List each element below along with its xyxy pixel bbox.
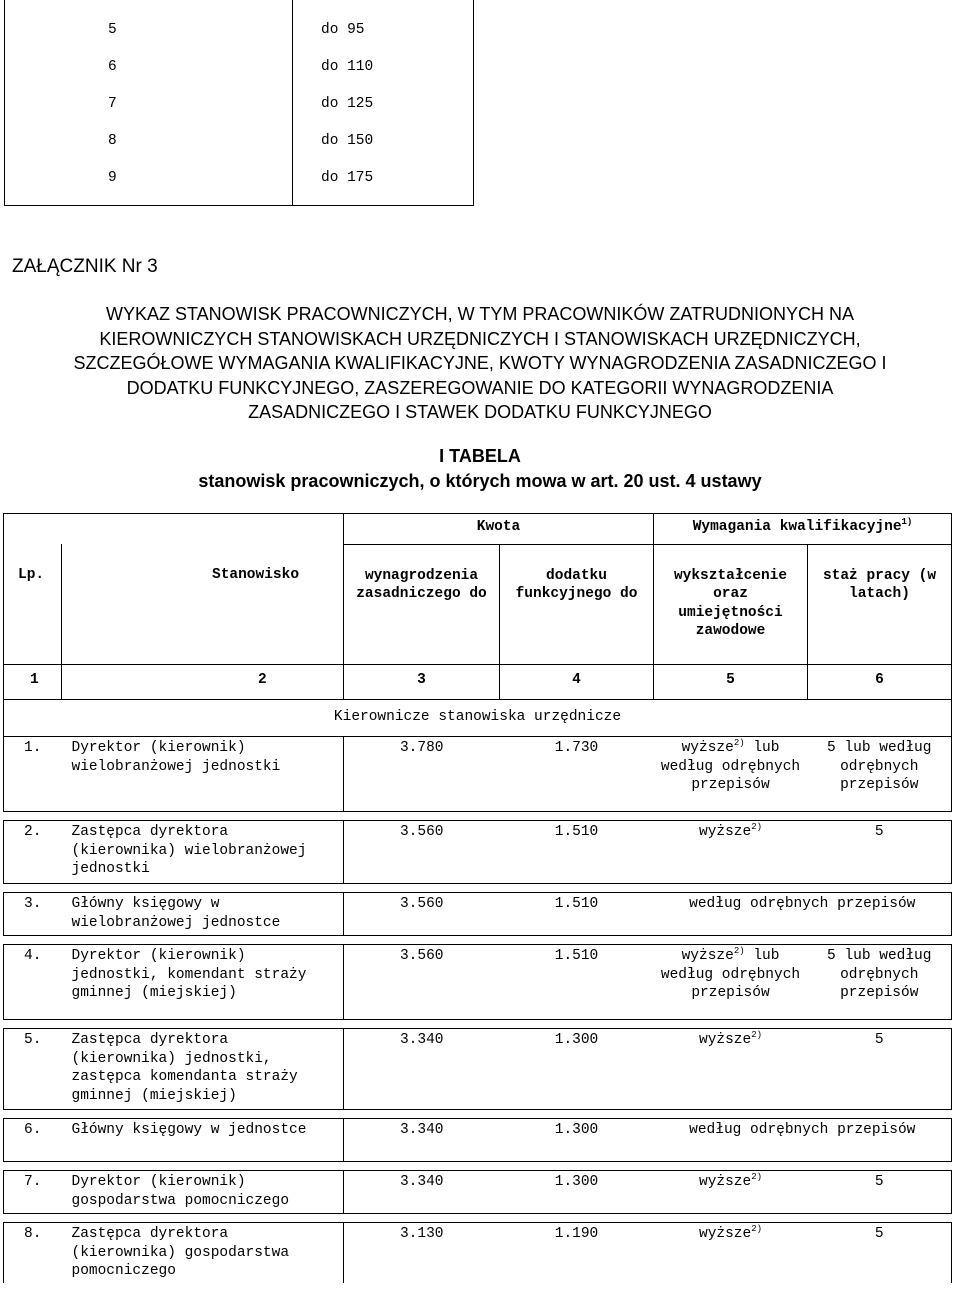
row-staz: 5	[808, 1223, 952, 1284]
top-table-num: 6	[108, 59, 117, 75]
top-table-limit: do 110	[321, 59, 374, 75]
row-stanowisko: Główny księgowy w jednostce	[62, 1119, 344, 1162]
top-table-limit: do 175	[321, 170, 374, 186]
row-wynagrodzenie: 3.340	[344, 1119, 500, 1162]
section-title: Kierownicze stanowiska urzędnicze	[4, 700, 952, 737]
footnote-marker: 2)	[733, 946, 745, 956]
top-table-limit: do 125	[321, 96, 374, 112]
top-table-num: 7	[108, 96, 117, 112]
row-lp: 7.	[4, 1171, 62, 1214]
row-wyksztalcenie-text: wyższe	[699, 1174, 752, 1190]
header-lp: Lp.	[4, 544, 62, 665]
row-wyksztalcenie-text: wyższe	[681, 740, 734, 756]
table-title-line-2: stanowisk pracowniczych, o których mowa w art. 20 ust. 4 ustawy	[198, 471, 762, 491]
row-separator	[4, 812, 952, 821]
row-lp: 3.	[4, 893, 62, 936]
row-wynagrodzenie: 3.780	[344, 737, 500, 812]
row-staz: 5	[808, 1029, 952, 1110]
footnote-marker: 2)	[751, 1030, 763, 1040]
header-empty-cell	[4, 514, 62, 545]
table-row	[4, 1029, 952, 1110]
row-stanowisko: Dyrektor (kierownik) gospodarstwa pomocniczego	[62, 1171, 344, 1214]
row-wynagrodzenie: 3.560	[344, 821, 500, 884]
top-table-row	[5, 170, 473, 190]
row-wynagrodzenie: 3.340	[344, 1171, 500, 1214]
row-wynagrodzenie: 3.560	[344, 945, 500, 1020]
row-staz: 5	[808, 1171, 952, 1214]
heading-line: SZCZEGÓŁOWE WYMAGANIA KWALIFIKACYJNE, KWOTY WYNAGRODZENIA ZASADNICZEGO I	[73, 353, 887, 373]
separator-cell	[4, 1214, 952, 1223]
row-wyksztalcenie-text: wyższe	[681, 948, 734, 964]
row-stanowisko: Zastępca dyrektora (kierownika) wielobranżowej jednostki	[62, 821, 344, 884]
header-row-top	[4, 514, 952, 545]
header-wymagania-text: Wymagania kwalifikacyjne	[692, 519, 902, 535]
row-dodatek: 1.300	[500, 1119, 654, 1162]
footnote-marker: 2)	[751, 1224, 763, 1234]
row-staz: 5 lub według odrębnych przepisów	[808, 737, 952, 812]
row-wyksztalcenie-text: wyższe	[699, 1226, 752, 1242]
top-table-row	[5, 22, 473, 42]
column-number: 5	[654, 665, 808, 700]
top-table-row	[5, 96, 473, 116]
row-dodatek: 1.510	[500, 893, 654, 936]
top-table	[4, 0, 474, 206]
heading-line: ZASADNICZEGO I STAWEK DODATKU FUNKCYJNEGO	[248, 402, 712, 422]
footnote-marker: 2)	[751, 822, 763, 832]
row-wyksztalcenie	[654, 945, 808, 1020]
table-title	[0, 444, 960, 494]
row-lp: 2.	[4, 821, 62, 884]
column-number: 1	[4, 665, 62, 700]
document-heading	[0, 302, 960, 425]
row-wyksztalcenie-text: wyższe	[699, 824, 752, 840]
row-separator	[4, 1214, 952, 1223]
separator-cell	[4, 1020, 952, 1029]
column-number: 4	[500, 665, 654, 700]
heading-line: WYKAZ STANOWISK PRACOWNICZYCH, W TYM PRACOWNIKÓW ZATRUDNIONYCH NA	[105, 304, 854, 324]
top-table-num: 5	[108, 22, 117, 38]
row-stanowisko: Główny księgowy w wielobranżowej jednostce	[62, 893, 344, 936]
top-table-num: 8	[108, 133, 117, 149]
row-stanowisko: Dyrektor (kierownik) wielobranżowej jednostki	[62, 737, 344, 812]
header-empty-cell	[62, 514, 344, 545]
column-numbers-row	[4, 665, 952, 700]
row-stanowisko: Zastępca dyrektora (kierownika) gospodarstwa pomocniczego	[62, 1223, 344, 1284]
header-wynagrodzenia: wynagrodzenia zasadniczego do	[344, 544, 500, 665]
row-wyksztalcenie-rest: lub według odrębnych przepisów	[660, 948, 801, 1001]
column-number: 2	[62, 665, 344, 700]
column-number: 3	[344, 665, 500, 700]
row-wynagrodzenie: 3.130	[344, 1223, 500, 1284]
separator-cell	[4, 1162, 952, 1171]
table-row	[4, 821, 952, 884]
row-wymagania-merged: według odrębnych przepisów	[654, 893, 952, 936]
top-table-row	[5, 59, 473, 79]
row-wymagania-merged: według odrębnych przepisów	[654, 1119, 952, 1162]
row-dodatek: 1.300	[500, 1029, 654, 1110]
row-wyksztalcenie	[654, 1223, 808, 1284]
separator-cell	[4, 1110, 952, 1119]
positions-table	[3, 513, 952, 1283]
row-wyksztalcenie-rest: lub według odrębnych przepisów	[660, 740, 801, 793]
row-dodatek: 1.300	[500, 1171, 654, 1214]
separator-cell	[4, 812, 952, 821]
row-staz: 5 lub według odrębnych przepisów	[808, 945, 952, 1020]
top-table-limit: do 150	[321, 133, 374, 149]
footnote-marker: 2)	[733, 738, 745, 748]
header-wymagania	[654, 514, 952, 545]
row-wyksztalcenie	[654, 1171, 808, 1214]
footnote-marker: 2)	[751, 1172, 763, 1182]
row-separator	[4, 1020, 952, 1029]
row-dodatek: 1.190	[500, 1223, 654, 1284]
row-staz: 5	[808, 821, 952, 884]
row-separator	[4, 1110, 952, 1119]
separator-cell	[4, 936, 952, 945]
row-stanowisko: Dyrektor (kierownik) jednostki, komendant straży gminnej (miejskiej)	[62, 945, 344, 1020]
table-row	[4, 1171, 952, 1214]
table-row	[4, 893, 952, 936]
heading-line: DODATKU FUNKCYJNEGO, ZASZEREGOWANIE DO KATEGORII WYNAGRODZENIA	[126, 377, 834, 398]
annex-title: ZAŁĄCZNIK Nr 3	[12, 256, 158, 277]
row-wyksztalcenie-text: wyższe	[699, 1032, 752, 1048]
row-wynagrodzenie: 3.340	[344, 1029, 500, 1110]
header-kwota: Kwota	[344, 514, 654, 545]
row-stanowisko: Zastępca dyrektora (kierownika) jednostki, zastępca komendanta straży gminnej (miejskiej)	[62, 1029, 344, 1110]
row-lp: 1.	[4, 737, 62, 812]
row-dodatek: 1.730	[500, 737, 654, 812]
row-wyksztalcenie	[654, 821, 808, 884]
row-separator	[4, 884, 952, 893]
separator-cell	[4, 884, 952, 893]
row-separator	[4, 1162, 952, 1171]
top-table-row	[5, 133, 473, 153]
top-table-limit: do 95	[321, 22, 365, 38]
row-wyksztalcenie	[654, 737, 808, 812]
table-row	[4, 737, 952, 812]
row-dodatek: 1.510	[500, 821, 654, 884]
row-wyksztalcenie	[654, 1029, 808, 1110]
row-dodatek: 1.510	[500, 945, 654, 1020]
header-row-main	[4, 544, 952, 665]
row-lp: 4.	[4, 945, 62, 1020]
top-table-num: 9	[108, 170, 117, 186]
table-row	[4, 1119, 952, 1162]
table-title-line-1: I TABELA	[439, 446, 521, 466]
header-stanowisko: Stanowisko	[62, 544, 344, 665]
table-row	[4, 1223, 952, 1284]
row-lp: 6.	[4, 1119, 62, 1162]
row-separator	[4, 936, 952, 945]
section-row	[4, 700, 952, 737]
footnote-marker: 1)	[901, 517, 913, 527]
row-lp: 5.	[4, 1029, 62, 1110]
column-number: 6	[808, 665, 952, 700]
header-staz: staż pracy (w latach)	[808, 544, 952, 665]
heading-line: KIEROWNICZYCH STANOWISKACH URZĘDNICZYCH I STANOWISKACH URZĘDNICZYCH,	[99, 328, 861, 349]
header-wyksztalcenie: wykształcenie oraz umiejętności zawodowe	[654, 544, 808, 665]
table-row	[4, 945, 952, 1020]
row-wynagrodzenie: 3.560	[344, 893, 500, 936]
header-dodatku: dodatku funkcyjnego do	[500, 544, 654, 665]
row-lp: 8.	[4, 1223, 62, 1284]
